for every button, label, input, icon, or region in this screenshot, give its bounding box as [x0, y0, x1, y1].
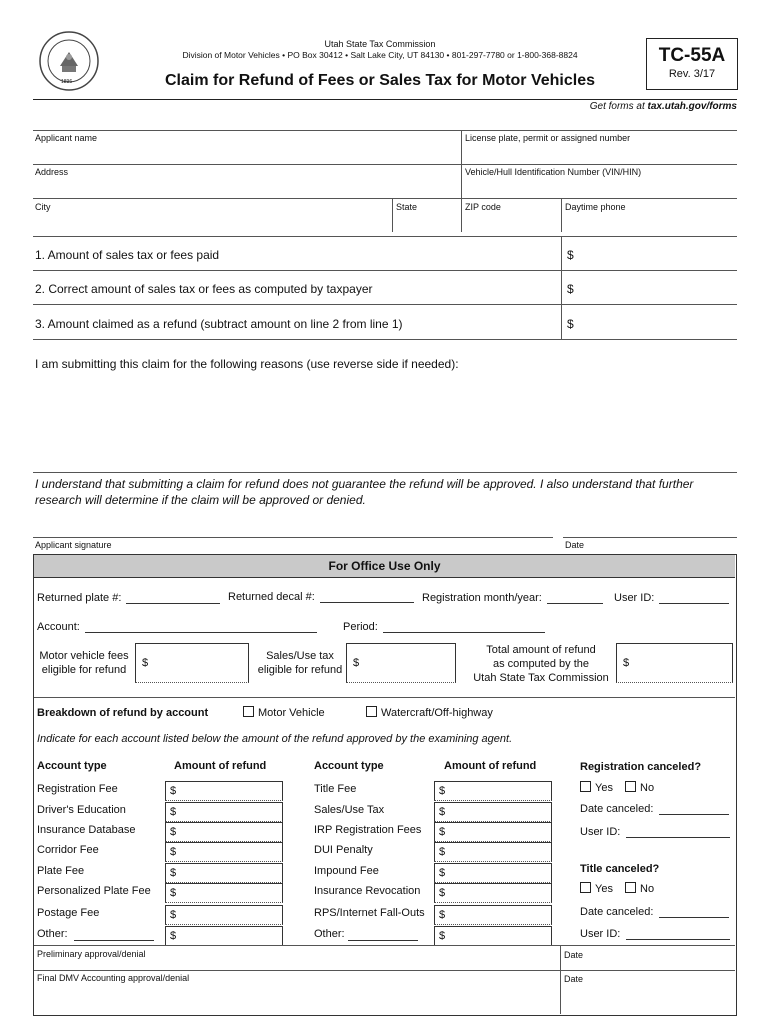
right-amount-field[interactable] [434, 802, 552, 822]
form-revision: Rev. 3/17 [668, 68, 716, 80]
left-amount-dollar: $ [170, 887, 177, 899]
total-line2: as computed by the [492, 658, 589, 670]
right-amount-field[interactable] [434, 822, 552, 842]
total-refund-label [466, 643, 616, 685]
signature-date-label: Date [565, 540, 585, 550]
address-label: Address [35, 167, 69, 177]
final-approval-field[interactable] [34, 984, 558, 1012]
mv-fees-line2: eligible for refund [41, 664, 127, 676]
reg-no-label: No [640, 782, 655, 794]
prelim-date-label: Date [564, 950, 584, 960]
title-date-canceled-label: Date canceled: [580, 906, 654, 918]
left-amount-field[interactable] [165, 842, 283, 862]
mv-fees-line1: Motor vehicle fees [39, 650, 129, 662]
left-account-label: Other: [37, 928, 68, 940]
left-amount-dollar: $ [170, 785, 177, 797]
registration-month-field[interactable] [547, 591, 603, 604]
final-date-label: Date [564, 974, 584, 984]
returned-plate-label: Returned plate #: [37, 592, 122, 604]
line-3-amount[interactable] [580, 308, 736, 336]
form-title: Claim for Refund of Fees or Sales Tax for Motor Vehicles [164, 72, 596, 89]
right-account-label: RPS/Internet Fall-Outs [314, 907, 425, 919]
office-user-id-field[interactable] [659, 591, 729, 604]
sales-use-line2: eligible for refund [257, 664, 343, 676]
office-user-id-row [614, 591, 729, 604]
left-amount-dollar: $ [170, 846, 177, 858]
mv-fees-label [36, 649, 132, 677]
applicant-name-field[interactable] [33, 144, 459, 164]
motor-vehicle-checkbox[interactable] [243, 706, 254, 717]
left-account-label: Corridor Fee [37, 844, 99, 856]
left-amount-field[interactable] [165, 863, 283, 883]
license-plate-field[interactable] [463, 144, 737, 164]
reg-user-id-label: User ID: [580, 826, 621, 838]
title-yes-checkbox[interactable] [580, 882, 591, 893]
left-col-amount: Amount of refund [174, 760, 267, 772]
right-account-label: Insurance Revocation [314, 885, 421, 897]
mv-fees-dollar: $ [142, 657, 149, 669]
returned-decal-label: Returned decal #: [228, 591, 315, 603]
get-forms-prefix: Get forms at [589, 101, 648, 112]
city-field[interactable] [33, 212, 390, 232]
state-field[interactable] [394, 212, 459, 232]
signature-label: Applicant signature [35, 540, 112, 550]
applicant-name-label: Applicant name [35, 133, 98, 143]
left-amount-field[interactable] [165, 905, 283, 925]
account-row [37, 620, 317, 633]
left-other-field[interactable] [74, 940, 154, 941]
state-seal [38, 30, 100, 92]
total-refund-box[interactable] [616, 643, 733, 683]
left-amount-field[interactable] [165, 781, 283, 801]
line-3-dollar: $ [567, 317, 574, 331]
registration-month-row [422, 591, 603, 604]
right-col-amount: Amount of refund [444, 760, 537, 772]
breakdown-label: Breakdown of refund by account [37, 707, 209, 719]
reg-user-id-field[interactable] [626, 825, 730, 838]
right-amount-field[interactable] [434, 842, 552, 862]
line-2-dollar: $ [567, 282, 574, 296]
left-account-label: Insurance Database [37, 824, 136, 836]
title-canceled-no[interactable] [625, 882, 654, 895]
right-account-label: IRP Registration Fees [314, 824, 422, 836]
right-amount-dollar: $ [439, 930, 446, 942]
right-account-label: Impound Fee [314, 865, 379, 877]
get-forms-link[interactable]: tax.utah.gov/forms [647, 101, 737, 112]
watercraft-option[interactable] [366, 706, 493, 719]
line-1-label: 1. Amount of sales tax or fees paid [35, 248, 220, 262]
left-amount-dollar: $ [170, 867, 177, 879]
office-user-id-label: User ID: [614, 592, 655, 604]
title-canceled-label: Title canceled? [580, 863, 660, 875]
title-date-canceled-row [580, 905, 729, 918]
state-label: State [396, 202, 418, 212]
left-amount-field[interactable] [165, 802, 283, 822]
watercraft-label: Watercraft/Off-highway [381, 707, 493, 719]
title-no-label: No [640, 883, 655, 895]
reg-canceled-yes[interactable] [580, 781, 613, 794]
reg-yes-label: Yes [595, 782, 613, 794]
right-amount-field[interactable] [434, 883, 552, 903]
city-label: City [35, 202, 51, 212]
right-account-label: DUI Penalty [314, 844, 373, 856]
motor-vehicle-label: Motor Vehicle [258, 707, 325, 719]
agency-address: Division of Motor Vehicles • PO Box 30412 • Salt Lake City, UT 84130 • 801-297-7780 or 1-800-368-8824 [182, 50, 578, 60]
prelim-approval-label: Preliminary approval/denial [37, 949, 146, 959]
right-amount-dollar: $ [439, 846, 446, 858]
left-amount-field[interactable] [165, 926, 283, 946]
period-label: Period: [343, 621, 378, 633]
right-amount-field[interactable] [434, 926, 552, 946]
sales-use-dollar: $ [353, 657, 360, 669]
title-canceled-yes[interactable] [580, 882, 613, 895]
line-1-amount[interactable] [580, 240, 736, 268]
left-amount-field[interactable] [165, 822, 283, 842]
returned-plate-field[interactable] [126, 591, 220, 604]
form-number-box [646, 38, 738, 90]
reg-date-canceled-row [580, 802, 729, 815]
zip-label: ZIP code [465, 202, 501, 212]
vin-label: Vehicle/Hull Identification Number (VIN/HIN) [465, 167, 642, 177]
left-account-label: Plate Fee [37, 865, 85, 877]
left-account-label: Driver's Education [37, 804, 126, 816]
reasons-field[interactable] [33, 374, 737, 470]
seal-year: 1896 [61, 79, 73, 85]
sales-use-line1: Sales/Use tax [266, 650, 334, 662]
period-row [343, 620, 545, 633]
line-3-label: 3. Amount claimed as a refund (subtract amount on line 2 from line 1) [35, 317, 403, 331]
reg-yes-checkbox[interactable] [580, 781, 591, 792]
license-plate-label: License plate, permit or assigned number [465, 133, 631, 143]
line-2-label: 2. Correct amount of sales tax or fees as computed by taxpayer [35, 282, 373, 296]
left-amount-dollar: $ [170, 909, 177, 921]
returned-decal-field[interactable] [320, 590, 414, 603]
right-account-label: Title Fee [314, 783, 357, 795]
period-field[interactable] [383, 620, 545, 633]
disclaimer: I understand that submitting a claim for refund does not guarantee the refund will be approved. I also understand that further research will determine if the claim will be approved or denied. [35, 477, 694, 507]
account-label: Account: [37, 621, 80, 633]
title-no-checkbox[interactable] [625, 882, 636, 893]
total-line1: Total amount of refund [486, 644, 596, 656]
left-col-account-type: Account type [37, 760, 107, 772]
line-2-amount[interactable] [580, 274, 736, 302]
prelim-approval-field[interactable] [34, 958, 558, 970]
vin-field[interactable] [463, 178, 737, 198]
left-amount-field[interactable] [165, 883, 283, 903]
right-amount-dollar: $ [439, 785, 446, 797]
right-account-label: Other: [314, 928, 345, 940]
title-date-canceled-field[interactable] [659, 905, 729, 918]
right-amount-dollar: $ [439, 909, 446, 921]
right-amount-field[interactable] [434, 863, 552, 883]
mv-fees-box[interactable] [135, 643, 249, 683]
signature-field[interactable] [33, 512, 553, 536]
reg-no-checkbox[interactable] [625, 781, 636, 792]
sales-use-label [252, 649, 348, 677]
account-field[interactable] [85, 620, 317, 633]
sales-use-box[interactable] [346, 643, 456, 683]
form-number: TC-55A [658, 45, 726, 66]
returned-plate-row [37, 591, 220, 604]
title-user-id-row [580, 927, 730, 940]
reg-date-canceled-label: Date canceled: [580, 803, 654, 815]
returned-decal-row [228, 590, 414, 603]
right-other-field[interactable] [348, 940, 418, 941]
address-field[interactable] [33, 178, 459, 198]
reg-date-canceled-field[interactable] [659, 802, 729, 815]
office-use-title: For Office Use Only [328, 559, 441, 573]
right-amount-dollar: $ [439, 826, 446, 838]
watercraft-checkbox[interactable] [366, 706, 377, 717]
left-amount-dollar: $ [170, 806, 177, 818]
right-amount-dollar: $ [439, 806, 446, 818]
left-account-label: Personalized Plate Fee [37, 885, 151, 897]
total-line3: Utah State Tax Commission [473, 672, 609, 684]
office-use-header [34, 555, 735, 578]
total-refund-dollar: $ [623, 657, 630, 669]
agency-name: Utah State Tax Commission [324, 39, 436, 49]
title-user-id-label: User ID: [580, 928, 621, 940]
phone-field[interactable] [563, 212, 737, 232]
right-amount-field[interactable] [434, 905, 552, 925]
title-yes-label: Yes [595, 883, 613, 895]
final-approval-label: Final DMV Accounting approval/denial [37, 973, 190, 983]
reg-user-id-row [580, 825, 730, 838]
reasons-label: I am submitting this claim for the following reasons (use reverse side if needed): [35, 357, 459, 371]
line-1-dollar: $ [567, 248, 574, 262]
reg-canceled-no[interactable] [625, 781, 654, 794]
reg-canceled-label: Registration canceled? [580, 761, 702, 773]
right-amount-field[interactable] [434, 781, 552, 801]
left-amount-dollar: $ [170, 826, 177, 838]
left-account-label: Registration Fee [37, 783, 118, 795]
right-amount-dollar: $ [439, 887, 446, 899]
instruction: Indicate for each account listed below the amount of the refund approved by the examining agent. [37, 733, 513, 745]
right-col-account-type: Account type [314, 760, 384, 772]
right-amount-dollar: $ [439, 867, 446, 879]
left-amount-dollar: $ [170, 930, 177, 942]
phone-label: Daytime phone [565, 202, 626, 212]
right-account-label: Sales/Use Tax [314, 804, 385, 816]
title-user-id-field[interactable] [626, 927, 730, 940]
zip-field[interactable] [463, 212, 559, 232]
motor-vehicle-option[interactable] [243, 706, 325, 719]
get-forms [400, 101, 737, 112]
left-account-label: Postage Fee [37, 907, 100, 919]
registration-month-label: Registration month/year: [422, 592, 542, 604]
